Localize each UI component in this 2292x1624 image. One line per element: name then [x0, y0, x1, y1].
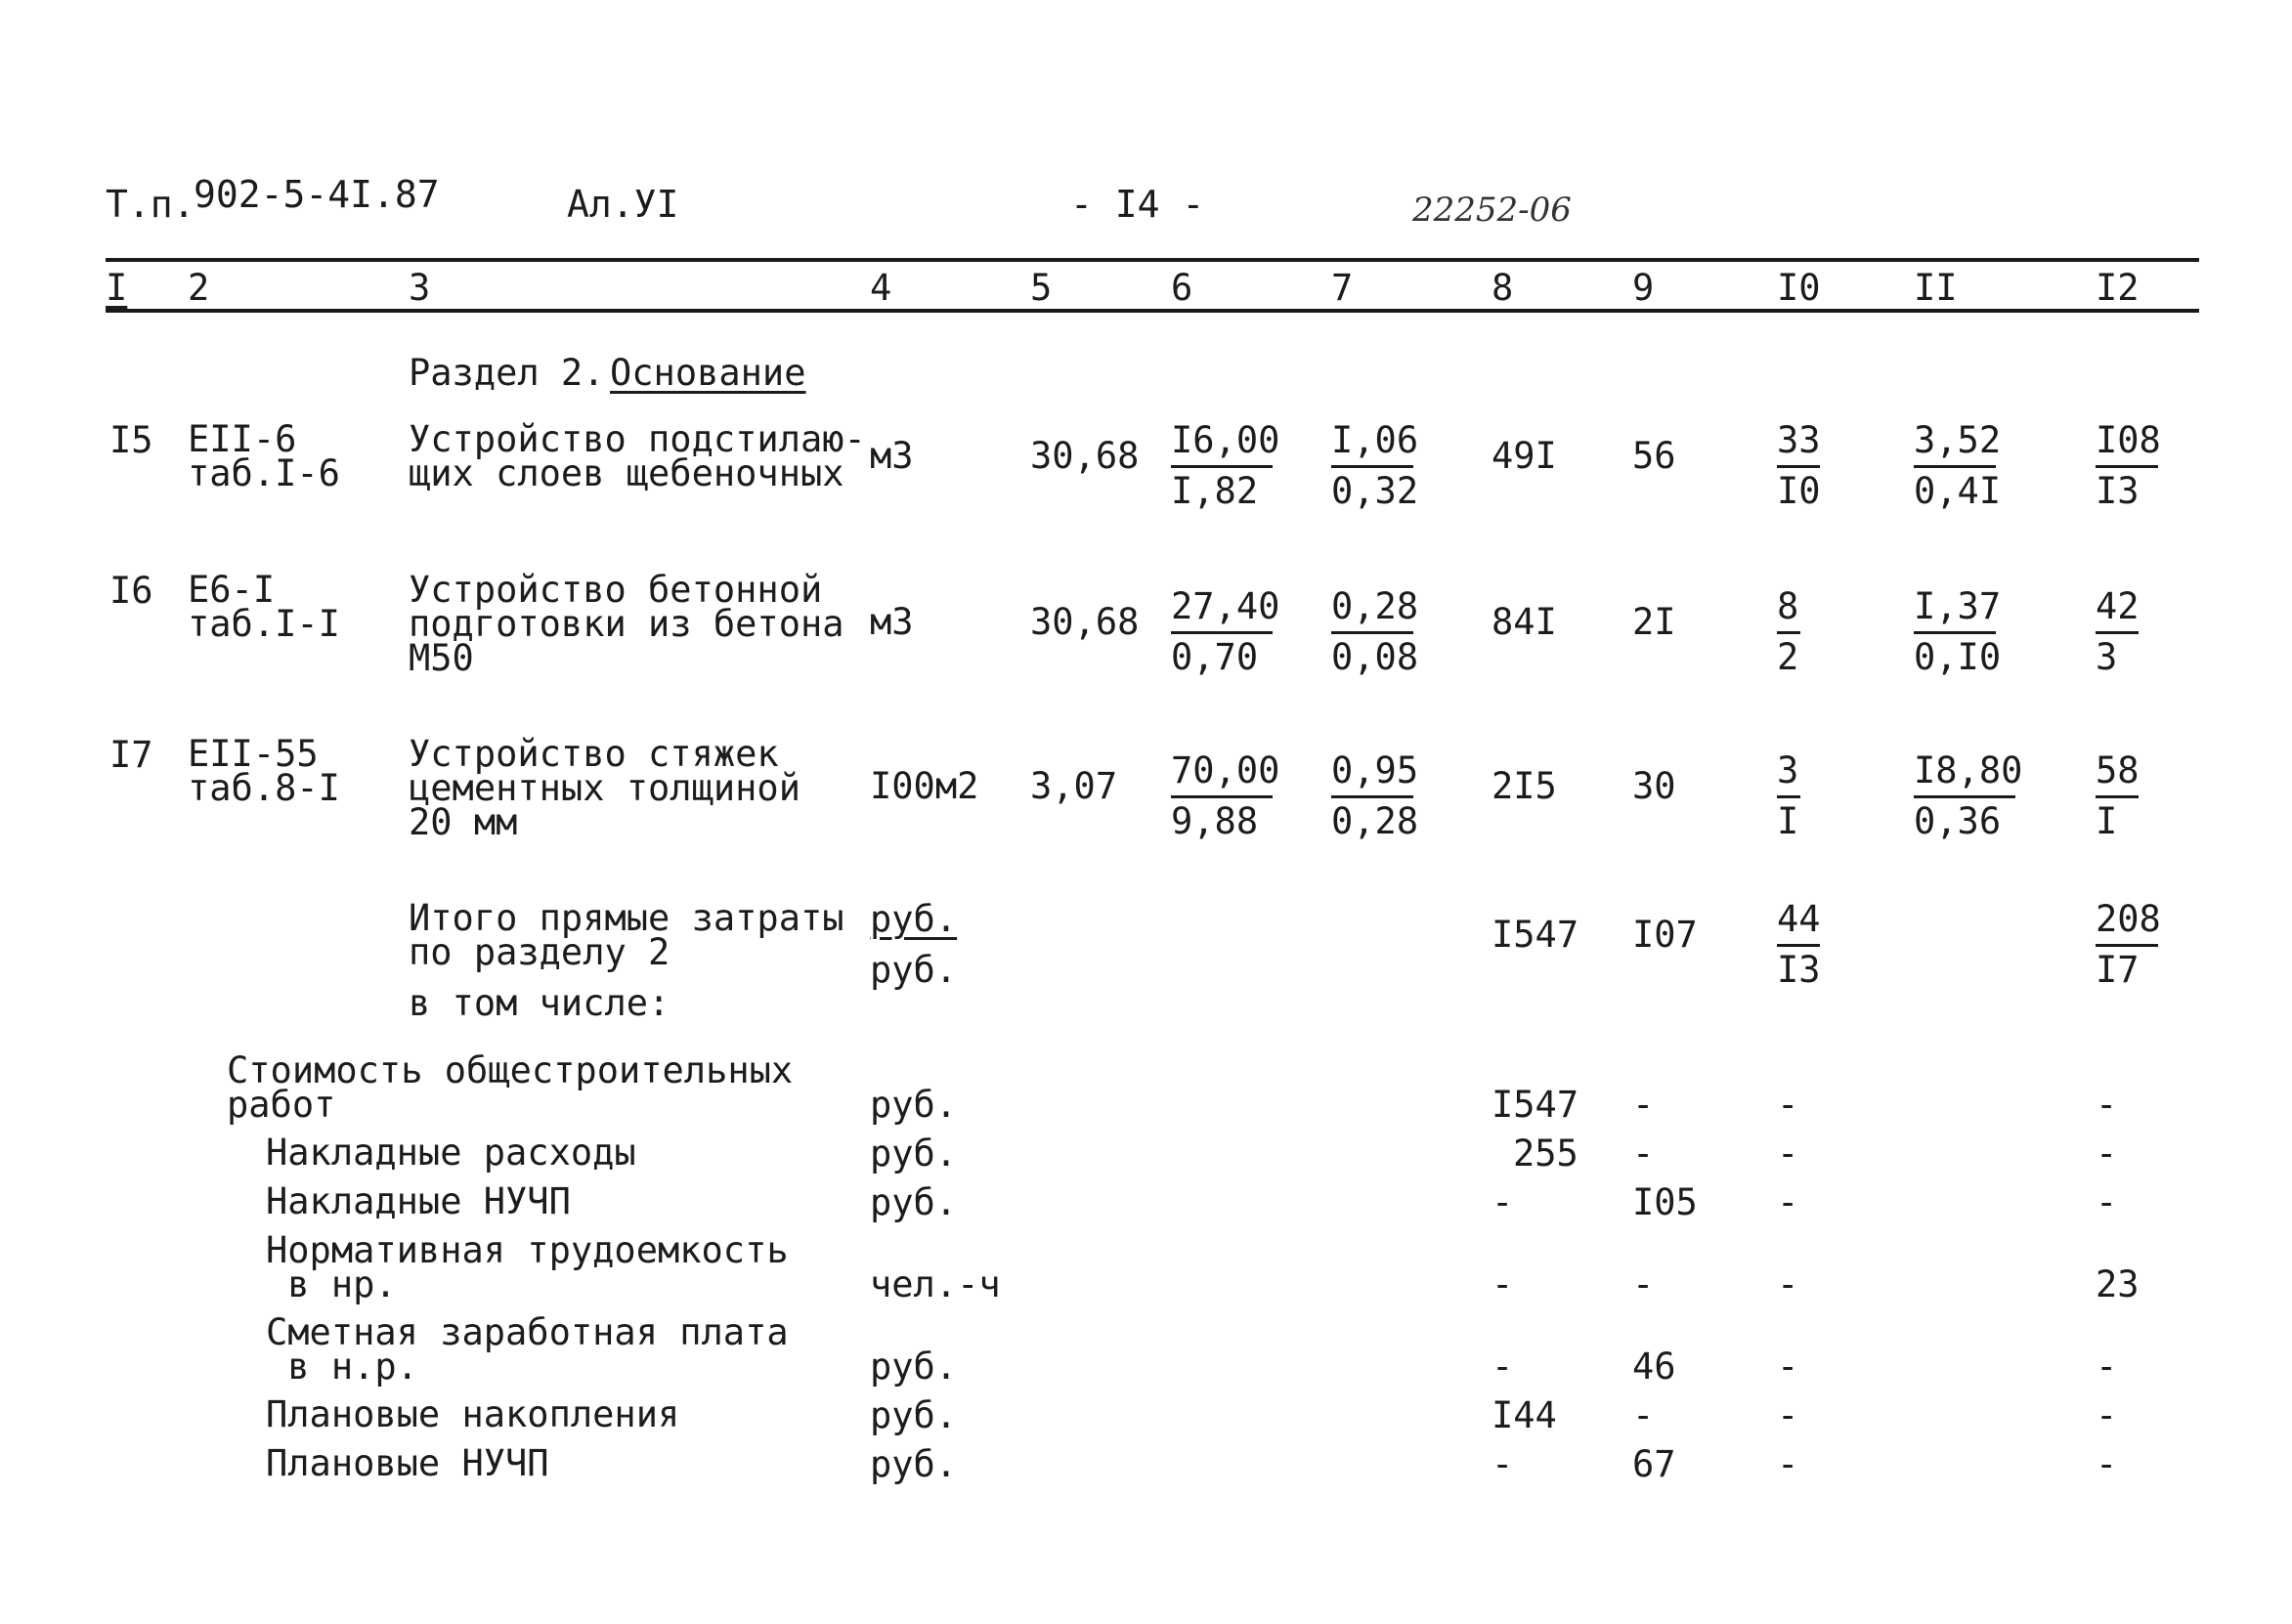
unit-cost-fraction: [1331, 749, 1458, 850]
fraction-bottom: I3: [1777, 949, 1821, 991]
breakdown-value: -: [1632, 1263, 1655, 1305]
column-number: 6: [1171, 267, 1193, 309]
fraction-top: I,37: [1914, 585, 2002, 627]
breakdown-label: Накладные расходы: [266, 1132, 636, 1174]
column-number: 4: [870, 267, 892, 309]
column-number: 9: [1632, 267, 1655, 309]
column-number: I2: [2096, 267, 2140, 309]
table-header-rule: [106, 309, 2199, 313]
column-number: II: [1914, 267, 1958, 309]
unit: I00м2: [870, 765, 979, 807]
column-number: 2: [188, 267, 210, 309]
breakdown-unit: руб.: [870, 1181, 958, 1223]
breakdown-value: 255: [1513, 1133, 1578, 1175]
breakdown-unit: руб.: [870, 1346, 958, 1388]
fraction-bottom: 3: [2096, 636, 2118, 678]
breakdown-value: -: [1492, 1443, 1514, 1485]
breakdown-label: Плановые накопления: [266, 1393, 680, 1435]
breakdown-unit: руб.: [870, 1443, 958, 1485]
total-cost: 30: [1632, 765, 1676, 807]
breakdown-value: -: [1492, 1346, 1514, 1388]
row-number: I5: [109, 419, 153, 461]
breakdown-value: -: [1632, 1084, 1655, 1126]
breakdown-value: -: [1777, 1181, 1799, 1223]
table-top-rule: [106, 258, 2199, 262]
fraction-bar: [2096, 795, 2139, 798]
fraction-top: 0,95: [1331, 749, 1419, 791]
doc-prefix: Т.п.: [106, 183, 195, 226]
fraction-bar: [1914, 631, 1996, 634]
fraction-bottom: I3: [2096, 470, 2140, 512]
breakdown-label: Сметная заработная плата в н.р.: [266, 1311, 789, 1388]
fraction-bottom: I0: [1777, 470, 1821, 512]
breakdown-value: -: [2096, 1394, 2118, 1436]
fraction-bottom: I,82: [1171, 470, 1259, 512]
total-cost: 84I: [1492, 601, 1557, 643]
fraction-bottom: 0,36: [1914, 800, 2002, 842]
row-number: I6: [109, 570, 153, 612]
column-number: 3: [409, 267, 431, 309]
fraction-bottom: 0,32: [1331, 470, 1419, 512]
total-label: Итого прямые затраты по разделу 2: [409, 897, 844, 973]
breakdown-unit: руб.: [870, 1084, 958, 1126]
registration-stamp: 22252-06: [1412, 191, 1572, 230]
breakdown-value: -: [1777, 1394, 1799, 1436]
work-description: Устройство стяжек цементных толщиной 20 мм: [409, 733, 800, 843]
column-number: 8: [1492, 267, 1514, 309]
fraction-bar: [1777, 631, 1800, 634]
fraction-bottom: I: [2096, 800, 2118, 842]
breakdown-unit: руб.: [870, 1133, 958, 1175]
column-number: 5: [1030, 267, 1053, 309]
breakdown-label: Нормативная трудоемкость в нр.: [266, 1229, 789, 1305]
column-number: I0: [1777, 267, 1821, 309]
fraction-top: 42: [2096, 585, 2140, 627]
labor-total-fraction: [2096, 749, 2223, 850]
unit-cost-fraction: [1331, 419, 1458, 520]
total-unit-bottom: руб.: [870, 949, 958, 991]
breakdown-label: Стоимость общестроительных работ: [227, 1049, 794, 1126]
row-number: I7: [109, 734, 153, 776]
fraction-top: 44: [1777, 898, 1821, 940]
fraction-bottom: 2: [1777, 636, 1799, 678]
quantity: 3,07: [1030, 765, 1118, 807]
total-value: I07: [1632, 914, 1698, 956]
labor-total-fraction: [2096, 898, 2223, 999]
breakdown-value: -: [1492, 1263, 1514, 1305]
fraction-bar: [2096, 944, 2158, 947]
labor-fraction: [1914, 419, 2041, 520]
breakdown-label: Плановые НУЧП: [266, 1442, 549, 1484]
breakdown-unit: чел.-ч: [870, 1263, 1001, 1305]
fraction-top: 8: [1777, 585, 1799, 627]
breakdown-value: -: [1492, 1181, 1514, 1223]
breakdown-value: I05: [1632, 1181, 1698, 1223]
breakdown-value: -: [2096, 1443, 2118, 1485]
breakdown-value: -: [2096, 1346, 2118, 1388]
fraction-top: I8,80: [1914, 749, 2023, 791]
fraction-top: 27,40: [1171, 585, 1280, 627]
fraction-bar: [2096, 465, 2158, 468]
breakdown-value: -: [1632, 1133, 1655, 1175]
fraction-top: 0,28: [1331, 585, 1419, 627]
labor-fraction: [1914, 749, 2041, 850]
fraction-bar: [1914, 465, 1996, 468]
fraction-bar: [2096, 631, 2139, 634]
fraction-top: I,06: [1331, 419, 1419, 461]
breakdown-value: -: [1777, 1443, 1799, 1485]
breakdown-value: I44: [1492, 1394, 1557, 1436]
fraction-bar: [1914, 795, 2015, 798]
breakdown-value: -: [1632, 1394, 1655, 1436]
fraction-top: 70,00: [1171, 749, 1280, 791]
total-cost: 2I5: [1492, 765, 1557, 807]
unit-cost-fraction: [1171, 419, 1298, 520]
breakdown-value: -: [2096, 1084, 2118, 1126]
fraction-bar: [1331, 631, 1413, 634]
breakdown-value: -: [1777, 1133, 1799, 1175]
breakdown-label: Накладные НУЧП: [266, 1180, 571, 1222]
total-fraction: [1777, 898, 1904, 999]
total-fraction: [1777, 419, 1904, 520]
fraction-top: 208: [2096, 898, 2161, 940]
breakdown-value: 67: [1632, 1443, 1676, 1485]
breakdown-value: -: [2096, 1181, 2118, 1223]
total-value: I547: [1492, 914, 1579, 956]
labor-fraction: [1914, 585, 2041, 686]
work-description: Устройство бетонной подготовки из бетона М50: [409, 569, 844, 679]
total-fraction: [1777, 585, 1904, 686]
breakdown-value: -: [2096, 1133, 2118, 1175]
fraction-bar: [1777, 465, 1820, 468]
unit: м3: [870, 601, 914, 643]
labor-total-fraction: [2096, 419, 2223, 520]
total-fraction: [1777, 749, 1904, 850]
album-label: Ал.УI: [567, 183, 679, 226]
fraction-top: I6,00: [1171, 419, 1280, 461]
breakdown-value: -: [1777, 1084, 1799, 1126]
fraction-bar: [1777, 944, 1820, 947]
fraction-top: I08: [2096, 419, 2161, 461]
fraction-top: 33: [1777, 419, 1821, 461]
column-number: I: [106, 267, 128, 309]
total-cost: 56: [1632, 435, 1676, 477]
total-cost: 2I: [1632, 601, 1676, 643]
breakdown-value: -: [1777, 1263, 1799, 1305]
fraction-bottom: I: [1777, 800, 1799, 842]
fraction-bar: [1331, 795, 1413, 798]
fraction-bottom: 0,08: [1331, 636, 1419, 678]
breakdown-value: -: [1777, 1346, 1799, 1388]
unit: м3: [870, 435, 914, 477]
fraction-top: 58: [2096, 749, 2140, 791]
breakdown-value: 23: [2096, 1263, 2140, 1305]
fraction-bar: [1171, 795, 1273, 798]
total-unit-top: руб.: [870, 898, 958, 940]
fraction-bottom: 0,4I: [1914, 470, 2002, 512]
column-number: 7: [1331, 267, 1354, 309]
unit-cost-fraction: [1171, 749, 1298, 850]
labor-total-fraction: [2096, 585, 2223, 686]
including-label: в том числе:: [409, 982, 670, 1024]
work-description: Устройство подстилаю- щих слоев щебеночных: [409, 418, 866, 494]
fraction-bottom: 0,28: [1331, 800, 1419, 842]
fraction-bottom: 0,70: [1171, 636, 1259, 678]
fraction-bar: [1777, 795, 1800, 798]
fraction-top: 3: [1777, 749, 1799, 791]
fraction-bottom: I7: [2096, 949, 2140, 991]
norm-code: EII-55 таб.8-I: [188, 733, 340, 809]
section-prefix: Раздел 2.: [409, 352, 605, 394]
doc-number: 902-5-4I.87: [194, 173, 440, 216]
fraction-bar: [1331, 465, 1413, 468]
fraction-bar: [1171, 465, 1273, 468]
page-number: - I4 -: [1070, 183, 1205, 226]
quantity: 30,68: [1030, 601, 1140, 643]
unit-cost-fraction: [1331, 585, 1458, 686]
unit-cost-fraction: [1171, 585, 1298, 686]
fraction-bar: [1171, 631, 1273, 634]
norm-code: E6-I таб.I-I: [188, 569, 340, 645]
breakdown-unit: руб.: [870, 1394, 958, 1436]
total-cost: 49I: [1492, 435, 1557, 477]
breakdown-value: I547: [1492, 1084, 1579, 1126]
fraction-bottom: 9,88: [1171, 800, 1259, 842]
section-name: Основание: [610, 352, 806, 394]
norm-code: EII-6 таб.I-6: [188, 418, 340, 494]
fraction-bottom: 0,I0: [1914, 636, 2002, 678]
fraction-top: 3,52: [1914, 419, 2002, 461]
breakdown-value: 46: [1632, 1346, 1676, 1388]
quantity: 30,68: [1030, 435, 1140, 477]
